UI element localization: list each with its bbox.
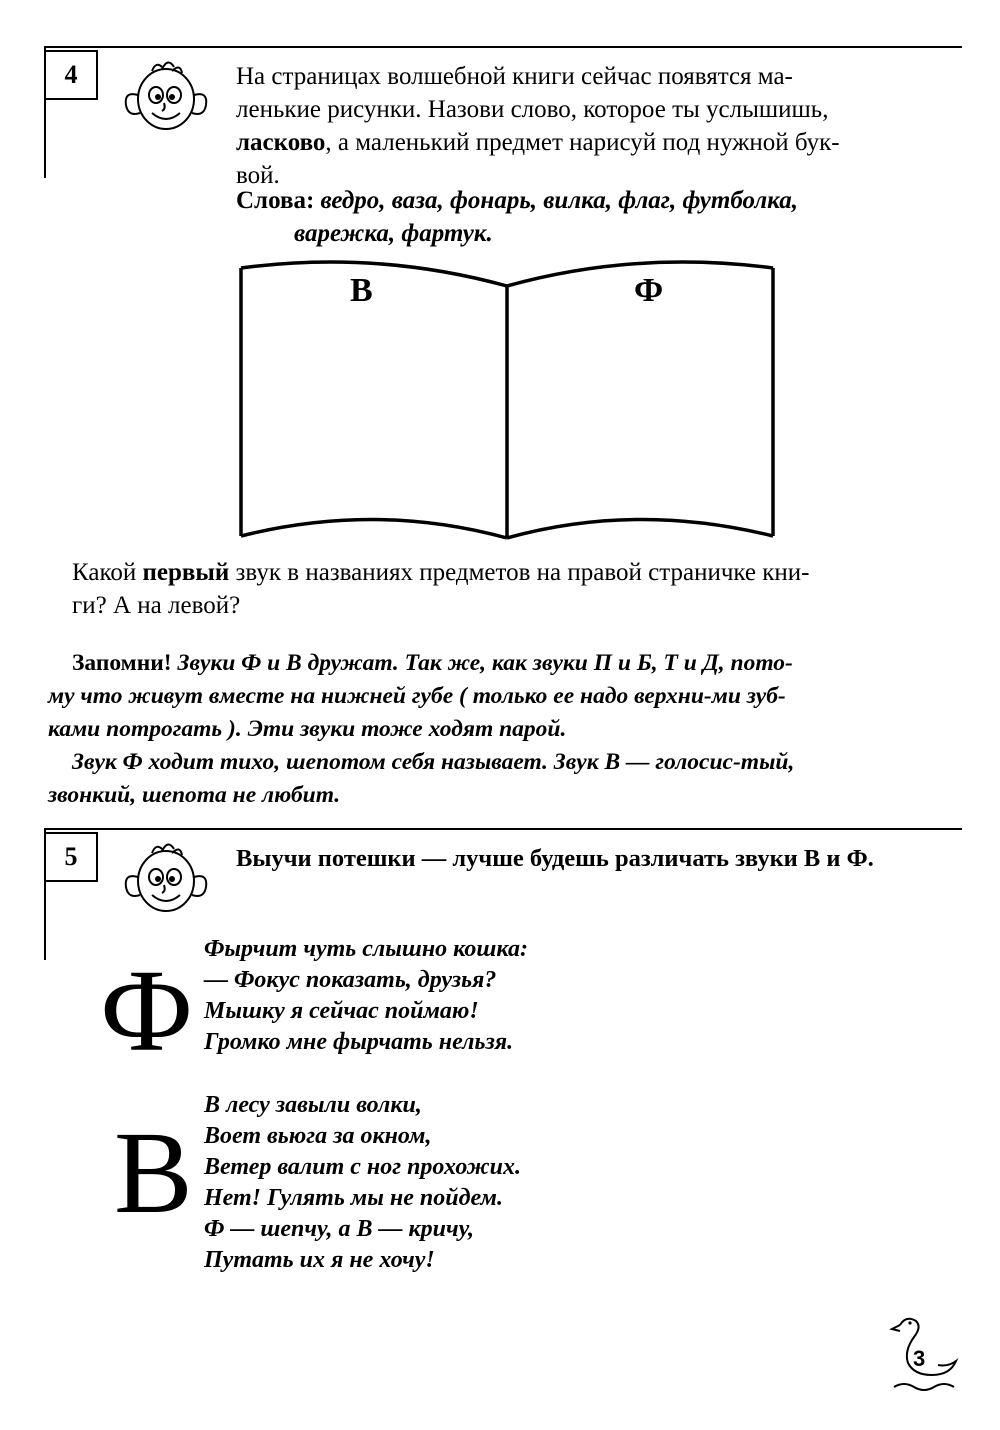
poem-v-line: Нет! Гулять мы не пойдем. <box>204 1185 503 1211</box>
poem-f-line: — Фокус показать, друзья? <box>204 967 497 993</box>
poem-f-line: Мышку я сейчас поймаю! <box>204 998 479 1024</box>
task4-intro-line2: ленькие рисунки. Назови слово, которое ты услышишь, <box>236 96 829 123</box>
big-letter-f: Ф <box>100 945 194 1076</box>
task5-intro: Выучи потешки — лучше будешь различать звуки В и Ф. <box>236 845 874 872</box>
poem-v <box>204 1090 521 1214</box>
boy-face-icon <box>116 55 216 135</box>
remember-line5: звонкий, шепота не любит. <box>48 782 341 808</box>
poem-f <box>204 934 528 1058</box>
task5-number: 5 <box>44 832 98 882</box>
remember-line3: ками потрогать ). Эти звуки тоже ходят парой. <box>48 716 567 742</box>
task4-top-rule <box>44 46 962 48</box>
task4-question-line1: звук в названиях предметов на правой страничке кни- <box>229 559 810 586</box>
final-line1: Ф — шепчу, а В — кричу, <box>204 1216 475 1242</box>
task4-words-line2: варежка, фартук. <box>294 220 493 247</box>
task4-question <box>72 556 962 622</box>
final-line2: Путать их я не хочу! <box>204 1247 435 1273</box>
remember-label: Запомни! <box>72 650 172 676</box>
task4-affectionately: ласково <box>236 129 326 156</box>
remember-line4: Звук Ф ходит тихо, шепотом себя называет. Звук В — голосис-тый, <box>72 749 795 775</box>
task4-words-label: Слова: <box>236 187 315 214</box>
task4-intro-line3: , а маленький предмет нарисуй под нужной бук- <box>325 129 840 156</box>
page-number: 3 <box>913 1346 926 1371</box>
task4-number: 4 <box>44 50 98 100</box>
poem-v-line: В лесу завыли волки, <box>204 1092 422 1118</box>
final-couplet <box>204 1214 474 1276</box>
task4-intro-line4: вой. <box>236 162 280 189</box>
task5-top-rule <box>44 828 962 830</box>
remember-line2: му что живут вместе на нижней губе ( только ее надо верхни-ми зуб- <box>48 683 786 709</box>
task4-question-pre: Какой <box>72 559 143 586</box>
poem-v-line: Воет вьюга за окном, <box>204 1123 432 1149</box>
remember-line1: Звуки Ф и В дружат. Так же, как звуки П и Б, Т и Д, пото- <box>171 650 793 676</box>
open-book-outline <box>236 252 778 544</box>
boy-face-icon <box>116 837 216 917</box>
big-letter-v: В <box>114 1107 193 1238</box>
task4-question-first: первый <box>142 559 230 586</box>
task4-remember <box>48 647 962 812</box>
task4-question-line2: ги? А на левой? <box>72 592 241 619</box>
task4-intro-line1: На страницах волшебной книги сейчас появятся ма- <box>236 63 793 90</box>
task4-words-line1: ведро, ваза, фонарь, вилка, флаг, футболка, <box>314 187 798 214</box>
book-right-letter: Ф <box>634 272 664 309</box>
task4-words <box>236 184 798 217</box>
poem-v-line: Ветер валит с ног прохожих. <box>204 1154 521 1180</box>
book-left-letter: В <box>350 272 373 309</box>
task4-instructions <box>236 60 962 192</box>
poem-f-line: Громко мне фырчать нельзя. <box>204 1029 514 1055</box>
poem-f-line: Фырчит чуть слышно кошка: <box>204 936 528 962</box>
